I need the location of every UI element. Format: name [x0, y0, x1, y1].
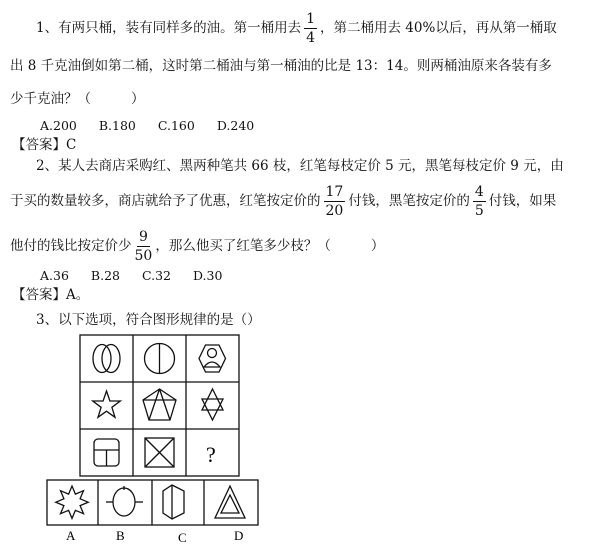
option-c-hexagon-icon [163, 485, 184, 519]
q2-option-d: D.30 [192, 268, 223, 283]
option-label-c: C [178, 530, 187, 545]
cell-split-oval-icon [145, 344, 175, 374]
q1-option-a: A.200 [40, 118, 77, 133]
question-mark: ? [206, 442, 216, 467]
option-b-oval-icon [106, 486, 143, 516]
option-d-nested-triangle-icon [215, 486, 245, 518]
q2-line1: 2、某人去商店采购红、黑两种笔共 66 枝，红笔每枝定价 5 元，黑笔每枝定价 9 元，由 [36, 158, 564, 174]
q2-option-b: B.28 [90, 268, 120, 283]
option-label-d: D [234, 528, 244, 543]
q1-option-d: D.240 [216, 118, 255, 133]
option-label-b: B [116, 528, 125, 543]
cell-overlapping-ovals-icon [93, 345, 120, 373]
cell-hexagon-figure-icon [199, 345, 226, 372]
cell-hexagram-icon [202, 389, 223, 420]
q2-option-a: A.36 [40, 268, 69, 283]
q1-line3: 少千克油？（ ） [10, 91, 145, 107]
cell-square-cross-icon [145, 438, 174, 467]
fraction-17-20: $\frac{17}{20}$ [325, 184, 344, 219]
q3-title: 3、以下选项，符合图形规律的是（） [36, 312, 261, 328]
q2-line3: 他付的钱比按定价少 $\frac{9}{50}$ ，那么他买了红笔多少枝？（ ） [10, 229, 385, 264]
cell-star-icon [93, 391, 121, 417]
q1-line1: 1、有两只桶，装有同样多的油。第一桶用去 $\frac{1}{4}$ ，第二桶用去 40%以后，再从第一桶取 [36, 11, 557, 46]
fraction-9-50: $\frac{9}{50}$ [134, 229, 153, 264]
option-label-a: A [66, 528, 76, 543]
fraction-one-quarter: $\frac{1}{4}$ [306, 11, 316, 46]
q2-answer: 【答案】A。 [12, 287, 90, 303]
q2-option-c: C.32 [141, 268, 171, 283]
q1-option-c: C.160 [157, 118, 195, 133]
q1-option-b: B.180 [98, 118, 136, 133]
q1-line2: 出 8 千克油倒如第二桶，这时第二桶油与第一桶油的比是 13：14。则两桶油原来各装有多 [10, 58, 552, 74]
cell-partitioned-box-icon [94, 439, 119, 466]
fraction-4-5: $\frac{4}{5}$ [474, 184, 484, 219]
cell-pentagon-icon [143, 389, 176, 420]
option-a-eight-point-star-icon [56, 486, 88, 518]
q2-line2: 于买的数量较多，商店就给予了优惠，红笔按定价的 $\frac{17}{20}$ 付钱，黑笔按定价的 $\frac{4}{5}$ 付钱，如果 [10, 184, 557, 219]
q1-answer: 【答案】C [12, 137, 77, 153]
